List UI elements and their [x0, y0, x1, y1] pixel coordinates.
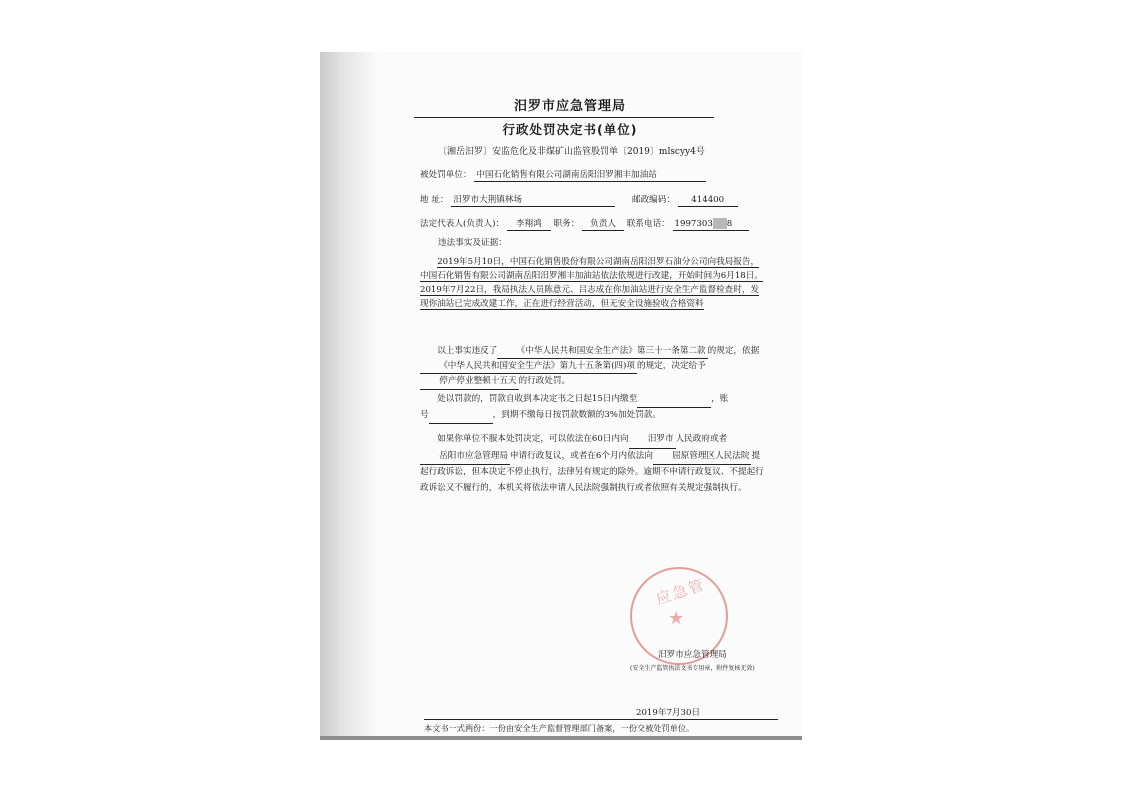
phone-value [673, 218, 749, 231]
footer-rule [424, 719, 778, 720]
issue-date: 2019年7月30日 [636, 708, 701, 718]
footer-note: 本文书一式两份：一份由安全生产监督管理部门备案，一份交被处罚单位。 [424, 723, 695, 733]
appeal-line1: 如果你单位不服本处罚决定，可以依法在60日内向 [437, 434, 629, 444]
violation-suffix: 的规定， [707, 346, 743, 356]
legal-rep-row [420, 218, 749, 231]
address-label: 地 址： [420, 195, 449, 205]
fine-line2-prefix: 号 [420, 410, 429, 421]
page-binding-shadow [320, 52, 378, 740]
violation-paragraph [420, 344, 765, 390]
issuer-note: (安全生产监管执法文书专用章，附件复核无效) [630, 665, 755, 672]
appeal-paragraph [420, 432, 765, 497]
basis-suffix: 的规定，决定给 [636, 361, 698, 372]
redaction-block [713, 218, 727, 229]
unit-value: 中国石化销售有限公司湖南岳阳汨罗湘丰加油站 [474, 169, 706, 182]
basis-law: 《中华人民共和国安全生产法》第九十五条第(四)项 [420, 359, 637, 374]
address-row [420, 194, 738, 207]
seal-text: 应急管 [653, 575, 708, 609]
appeal-rest: 提起行政诉讼，但本决定不停止执行，法律另有规定的除外。逾期不申请行政复议、不提起行政诉讼又不履行的，本机关将依法申请人民法院强制执行或者依照有关规定强制执行。 [420, 450, 764, 493]
appeal-court: 屈原管理区人民法院 [653, 449, 752, 466]
document-number: 〔湘岳汨罗〕安监危化及非煤矿山监管股罚单〔2019〕mlscyy4号 [438, 147, 705, 157]
document-title: 行政处罚决定书(单位) [502, 122, 638, 137]
basis-prefix: 依据 [742, 346, 760, 356]
issuer-header: 汨罗市应急管理局 [513, 99, 626, 114]
unit-row [420, 169, 706, 182]
phone-prefix: 1997303 [674, 219, 713, 229]
legal-rep-value: 李翔鸿 [507, 218, 551, 231]
fine-account-blank [637, 392, 711, 408]
phone-suffix: 8 [726, 219, 733, 229]
fine-paragraph [420, 392, 765, 424]
phone-label: 联系电话： [626, 219, 670, 229]
violation-prefix: 以上事实违反了 [437, 346, 498, 356]
seal-star-icon: ★ [668, 608, 685, 629]
penalty-suffix: 的行政处罚。 [518, 376, 571, 387]
position-label: 职务： [553, 219, 580, 229]
page-bottom-edge [320, 736, 802, 740]
appeal-dept: 岳阳市应急管理局 [420, 449, 510, 466]
scanned-page [320, 52, 802, 740]
appeal-line2-mid: 申请行政复议，或者在6个月内依法向 [509, 450, 653, 461]
appeal-gov: 汨罗市 [629, 432, 676, 449]
violation-law: 《中华人民共和国安全生产法》第三十一条第二款 [497, 344, 707, 359]
facts-text: 2019年5月10日，中国石化销售股份有限公司湖南岳阳汨罗石油分公司向我局报告，中国石化销售有限公司湖南岳阳汨罗湘丰加油站依法依规进行改建，开始时间为6月18日。2019年7月22日，我局执法人员陈意元、吕志成在你加油站进行安全生产监督检查时，发现你油站已完成改建工作，正在进行经营活动，但无安全设施验收合格资料 [420, 257, 763, 309]
header-rule [414, 117, 714, 118]
postcode-value: 414400 [678, 194, 738, 207]
postcode-label: 邮政编码： [631, 195, 675, 205]
fine-line2-suffix: ，到期不缴每日按罚款数额的3%加处罚款。 [492, 410, 661, 421]
facts-heading: 违法事实及证据： [438, 238, 507, 248]
penalty-prefix: 予 [697, 361, 706, 372]
fine-line1-end: ，账 [711, 394, 729, 404]
fine-number-blank [429, 408, 493, 424]
fine-line1: 处以罚款的，罚款自收到本决定书之日起15日内缴至 [437, 394, 638, 404]
legal-rep-label: 法定代表人(负责人)： [420, 219, 505, 229]
address-value: 汨罗市大荆镇林场 [451, 194, 615, 207]
issuer-signature: 汨罗市应急管理局 [658, 650, 727, 660]
position-value: 负责人 [582, 218, 624, 231]
facts-paragraph [420, 256, 765, 312]
penalty-value: 停产停业整顿十五天 [420, 374, 519, 389]
appeal-line1-end: 人民政府或者 [675, 434, 728, 444]
unit-label: 被处罚单位： [420, 170, 472, 180]
